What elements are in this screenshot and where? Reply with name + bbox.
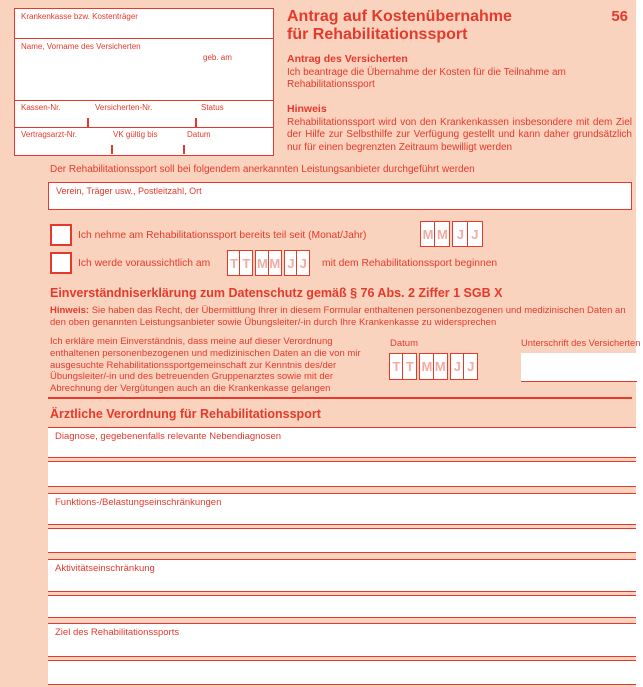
diagnose-label-box[interactable] bbox=[48, 427, 636, 458]
name-field[interactable] bbox=[15, 39, 273, 101]
tick-mark bbox=[111, 145, 113, 154]
datum-label: Datum bbox=[187, 130, 211, 139]
date-cell[interactable]: J bbox=[467, 221, 483, 247]
kassen-nr-label: Kassen-Nr. bbox=[21, 103, 61, 112]
hinweis-heading: Hinweis bbox=[287, 103, 327, 116]
already-participating-checkbox[interactable] bbox=[50, 224, 72, 246]
form-number: 56 bbox=[611, 8, 628, 25]
signature-box[interactable] bbox=[521, 353, 637, 382]
antrag-heading: Antrag des Versicherten bbox=[287, 52, 408, 65]
date-cell[interactable]: T bbox=[402, 353, 417, 380]
patient-data-box bbox=[14, 8, 274, 156]
name-label: Name, Vorname des Versicherten bbox=[21, 42, 141, 51]
krankenkasse-label: Krankenkasse bzw. Kostenträger bbox=[21, 12, 138, 21]
date-cell[interactable]: T bbox=[227, 250, 241, 276]
ziel-blank-row[interactable] bbox=[48, 660, 636, 685]
section-divider bbox=[48, 397, 632, 399]
tick-mark bbox=[195, 118, 197, 127]
form-title-line2: für Rehabilitationssport bbox=[287, 25, 468, 43]
aktivitaets-label: Aktivitätseinschränkung bbox=[55, 563, 155, 574]
date-cell[interactable]: M bbox=[434, 221, 450, 247]
form-title bbox=[287, 8, 632, 44]
consent-datum-label: Datum bbox=[390, 338, 418, 349]
consent-heading: Einverständniserklärung zum Datenschutz gemäß § 76 Abs. 2 Ziffer 1 SGB X bbox=[50, 286, 503, 300]
already-participating-label: Ich nehme am Rehabilitationssport bereits teil seit (Monat/Jahr) bbox=[78, 230, 367, 241]
provider-box-label: Verein, Träger usw., Postleitzahl, Ort bbox=[56, 186, 202, 196]
versicherten-nr-label: Versicherten-Nr. bbox=[95, 103, 153, 112]
antrag-text: Ich beantrage die Übernahme der Kosten für die Teilnahme am Rehabilitationssport bbox=[287, 66, 566, 90]
date-cell[interactable]: M bbox=[420, 221, 436, 247]
arzt-datum-row[interactable] bbox=[15, 128, 273, 154]
date-cell[interactable]: M bbox=[419, 353, 434, 380]
hinweis-text: Rehabilitationssport wird von den Krankenkassen insbesondere mit dem Ziel der Hilfe zur Selbsthilfe zur Verfügung gestellt und kann daher grundsätzlich nur für einen begrenzten Zeitraum bewilligt werden bbox=[287, 117, 632, 153]
diagnose-label: Diagnose, gegebenenfalls relevante Nebendiagnosen bbox=[55, 431, 282, 442]
diagnose-blank-row[interactable] bbox=[48, 461, 636, 487]
prescription-heading: Ärztliche Verordnung für Rehabilitationssport bbox=[50, 407, 321, 421]
date-cell[interactable]: M bbox=[433, 353, 448, 380]
consent-date-cells[interactable] bbox=[389, 353, 478, 380]
date-cell[interactable]: J bbox=[463, 353, 478, 380]
date-cell[interactable]: T bbox=[389, 353, 404, 380]
start-suffix-label: mit dem Rehabilitationssport beginnen bbox=[322, 258, 498, 269]
start-date-checkbox[interactable] bbox=[50, 252, 72, 274]
ziel-label: Ziel des Rehabilitationssports bbox=[55, 627, 180, 638]
date-cell[interactable]: T bbox=[239, 250, 253, 276]
consent-hint-text: Sie haben das Recht, der Übermittlung Ihrer in diesem Formular enthaltenen personenbezogenen und medizinischen Daten an den oben genannten Leistungsanbieter sowie Übungsleiter/-in durch Ihre Krankenkasse zu widersprechen bbox=[50, 305, 626, 328]
form-title-line1: Antrag auf Kostenübernahme bbox=[287, 8, 512, 25]
kassen-status-row[interactable] bbox=[15, 101, 273, 128]
geb-am-label: geb. am bbox=[203, 53, 232, 62]
consent-hint bbox=[50, 305, 634, 329]
form-header bbox=[287, 8, 632, 154]
provider-instruction: Der Rehabilitationssport soll bei folgendem anerkannten Leistungsanbieter durchgeführt werden bbox=[50, 164, 475, 175]
funktions-label: Funktions-/Belastungseinschränkungen bbox=[55, 497, 222, 508]
funktions-blank-row[interactable] bbox=[48, 528, 636, 553]
krankenkasse-field[interactable] bbox=[15, 9, 273, 39]
date-cell[interactable]: J bbox=[296, 250, 310, 276]
date-cell[interactable]: J bbox=[450, 353, 465, 380]
vk-gueltig-label: VK gültig bis bbox=[113, 130, 158, 139]
aktivitaets-blank-row[interactable] bbox=[48, 595, 636, 618]
signature-label: Unterschrift des Versicherten bbox=[521, 338, 641, 348]
aktivitaets-label-box[interactable] bbox=[48, 559, 636, 592]
provider-input-box[interactable] bbox=[48, 182, 632, 210]
ziel-label-box[interactable] bbox=[48, 623, 636, 657]
date-cell[interactable]: M bbox=[268, 250, 282, 276]
funktions-label-box[interactable] bbox=[48, 493, 636, 525]
ttmmjj-date-cells[interactable] bbox=[227, 250, 310, 276]
status-label: Status bbox=[201, 103, 224, 112]
start-prefix-label: Ich werde voraussichtlich am bbox=[78, 258, 211, 269]
date-cell[interactable]: M bbox=[255, 250, 269, 276]
date-cell[interactable]: J bbox=[284, 250, 298, 276]
tick-mark bbox=[87, 118, 89, 127]
consent-hint-bold: Hinweis: bbox=[50, 305, 90, 316]
tick-mark bbox=[183, 145, 185, 154]
mmjj-date-cells[interactable] bbox=[420, 221, 483, 247]
vertragsarzt-nr-label: Vertragsarzt-Nr. bbox=[21, 130, 78, 139]
date-cell[interactable]: J bbox=[452, 221, 468, 247]
consent-declaration: Ich erkläre mein Einverständnis, dass meine auf dieser Verordnung enthaltenen personenbezogenen und medizinischen Daten an die von mir ausgesuchte Rehabilitationssportgemeinschaft zur Kenntnis des/der Übungsleiter/-in und des betreuenden Gruppenarztes sowie mit der Abrechnung der Vergütungen auch an die Krankenkasse gelangen bbox=[50, 336, 361, 395]
